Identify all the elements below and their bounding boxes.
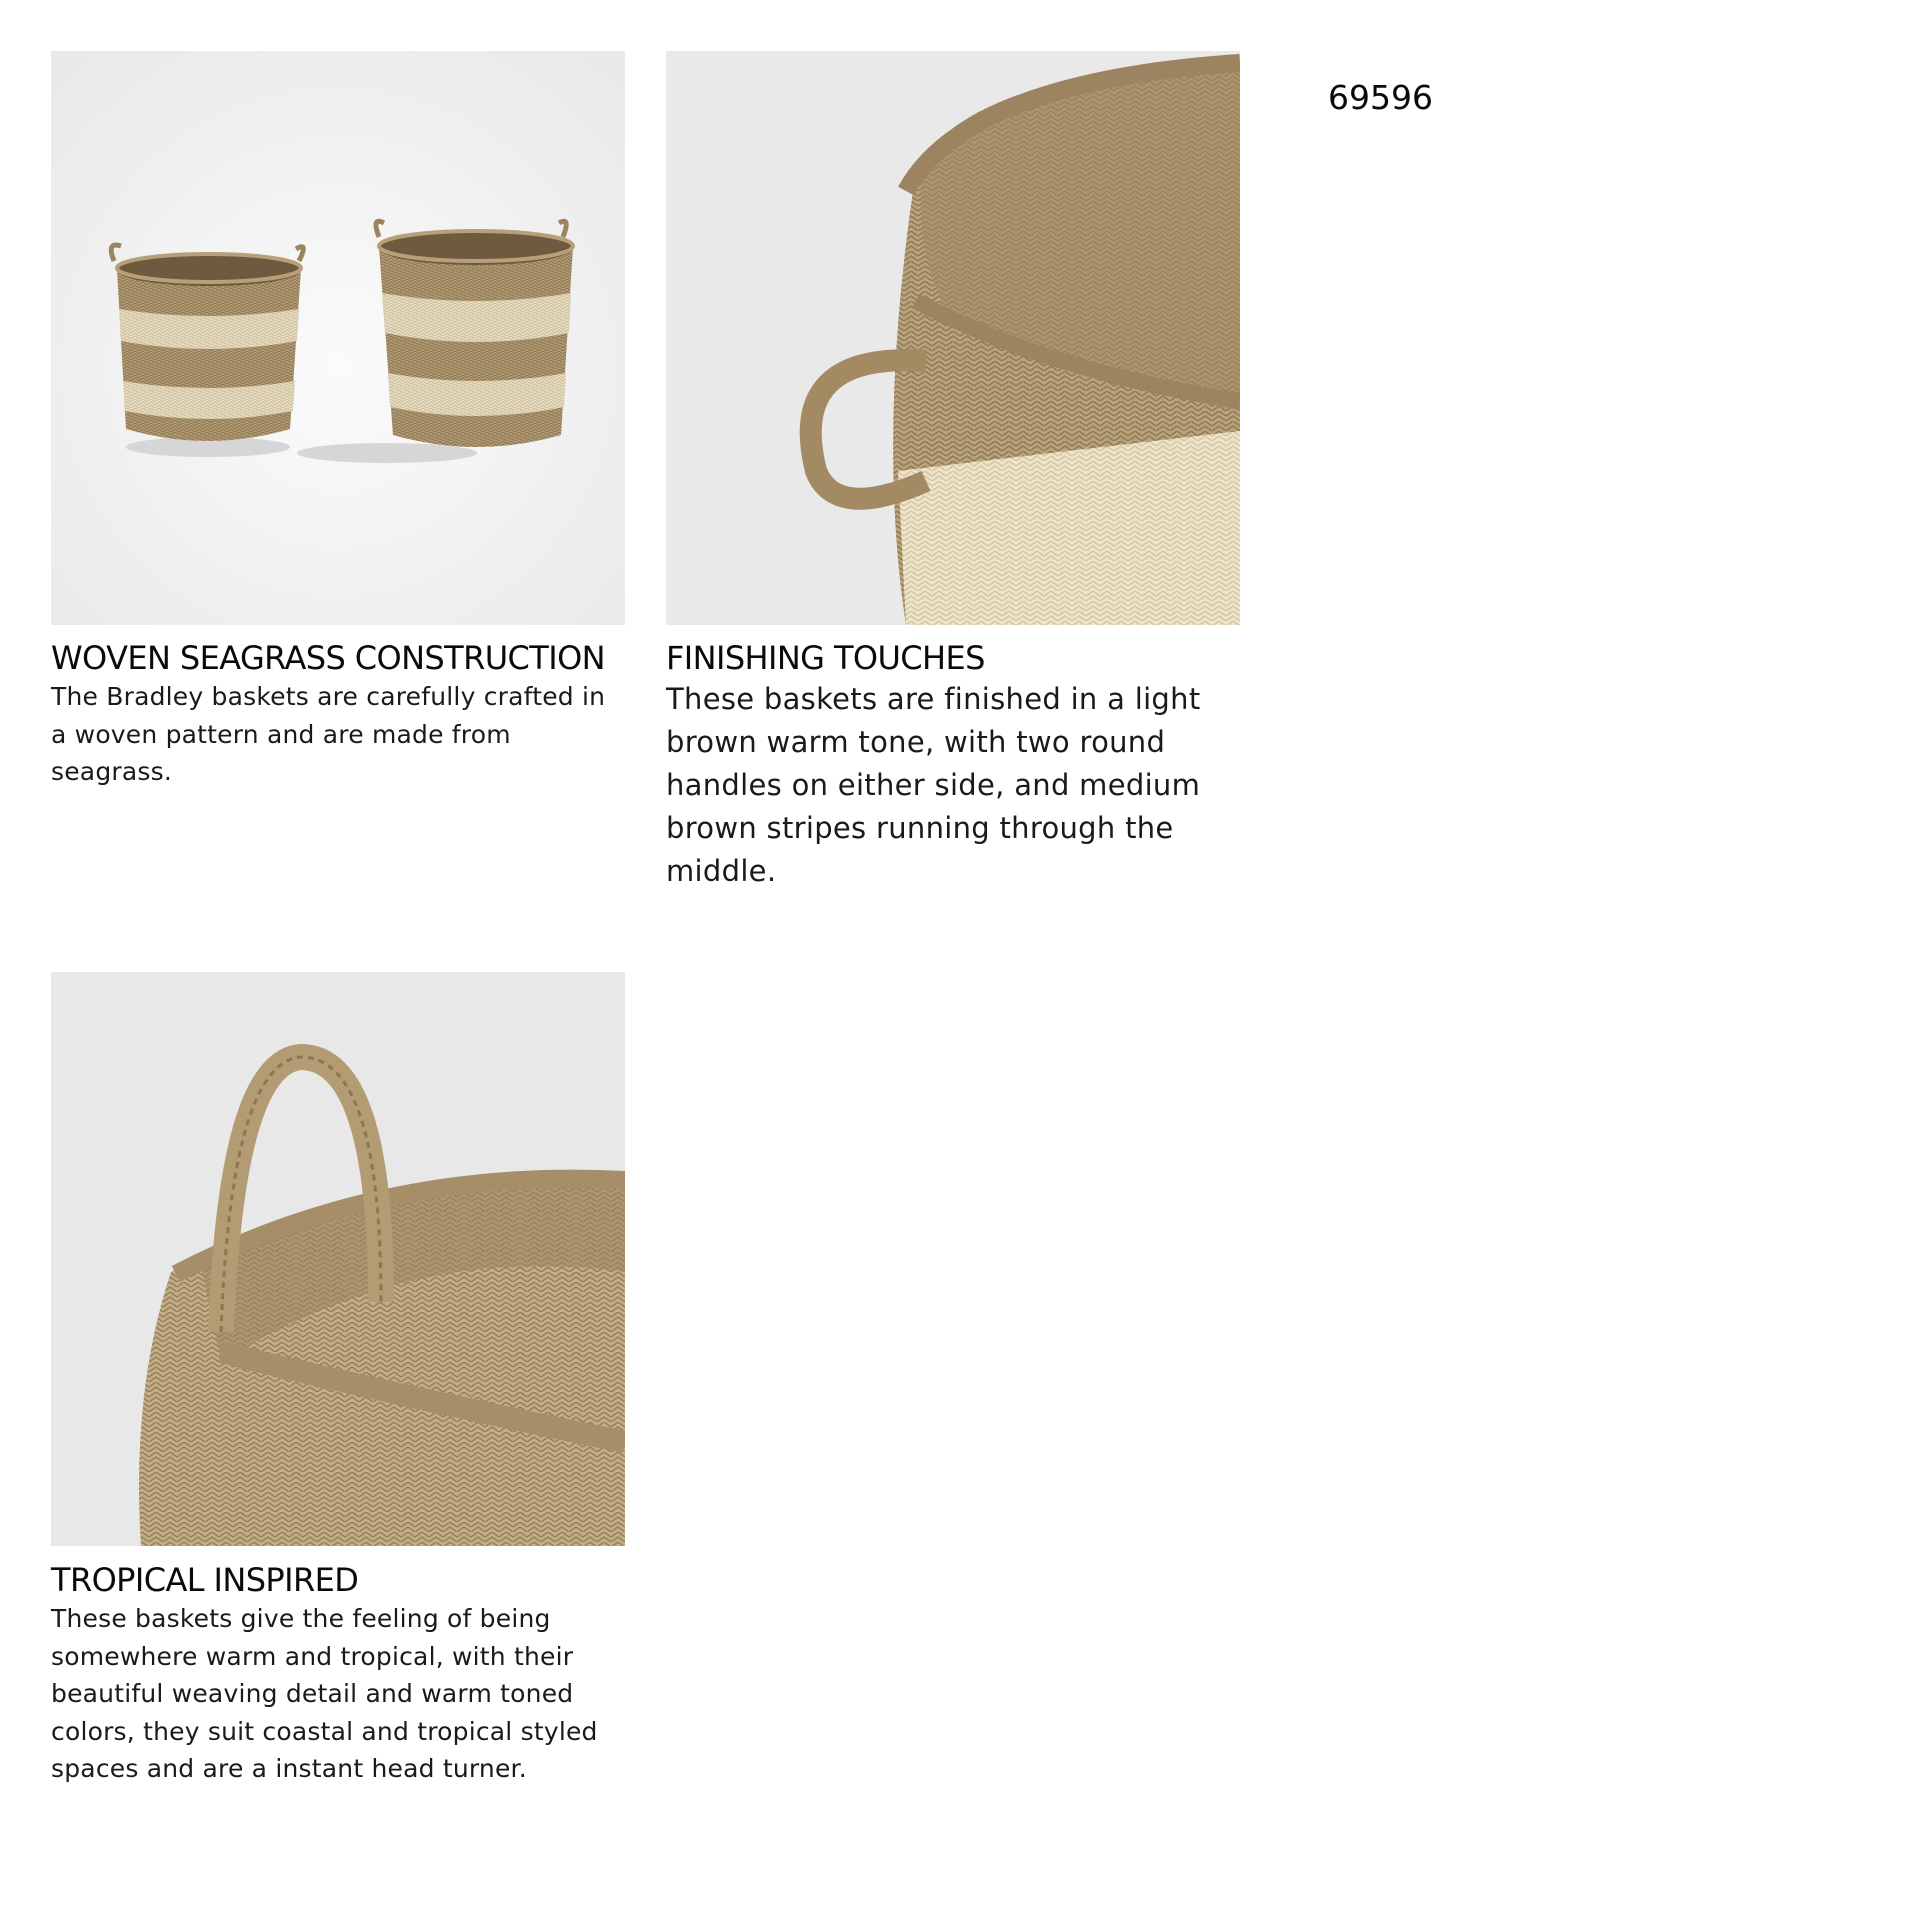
feature-woven-seagrass [51, 638, 641, 791]
feature-finishing-touches [666, 638, 1256, 893]
product-photo-tall-handle [51, 972, 625, 1546]
feature-description: These baskets are finished in a light brown warm tone, with two round handles on either side, and medium brown stripes running through the middle. [666, 682, 1201, 888]
feature-description: The Bradley baskets are carefully crafted in a woven pattern and are made from seagrass. [51, 682, 606, 786]
feature-tropical-inspired [51, 1560, 641, 1788]
feature-description: These baskets give the feeling of being somewhere warm and tropical, with their beautiful weaving detail and warm toned colors, they suit coastal and tropical styled spaces and are a instant head turner. [51, 1604, 598, 1783]
feature-title: FINISHING TOUCHES [666, 639, 985, 677]
product-photo-handle-closeup [666, 51, 1240, 625]
feature-title: TROPICAL INSPIRED [51, 1561, 359, 1599]
product-photo-two-baskets [51, 51, 625, 625]
feature-title: WOVEN SEAGRASS CONSTRUCTION [51, 639, 606, 677]
product-code: 69596 [1328, 78, 1433, 117]
